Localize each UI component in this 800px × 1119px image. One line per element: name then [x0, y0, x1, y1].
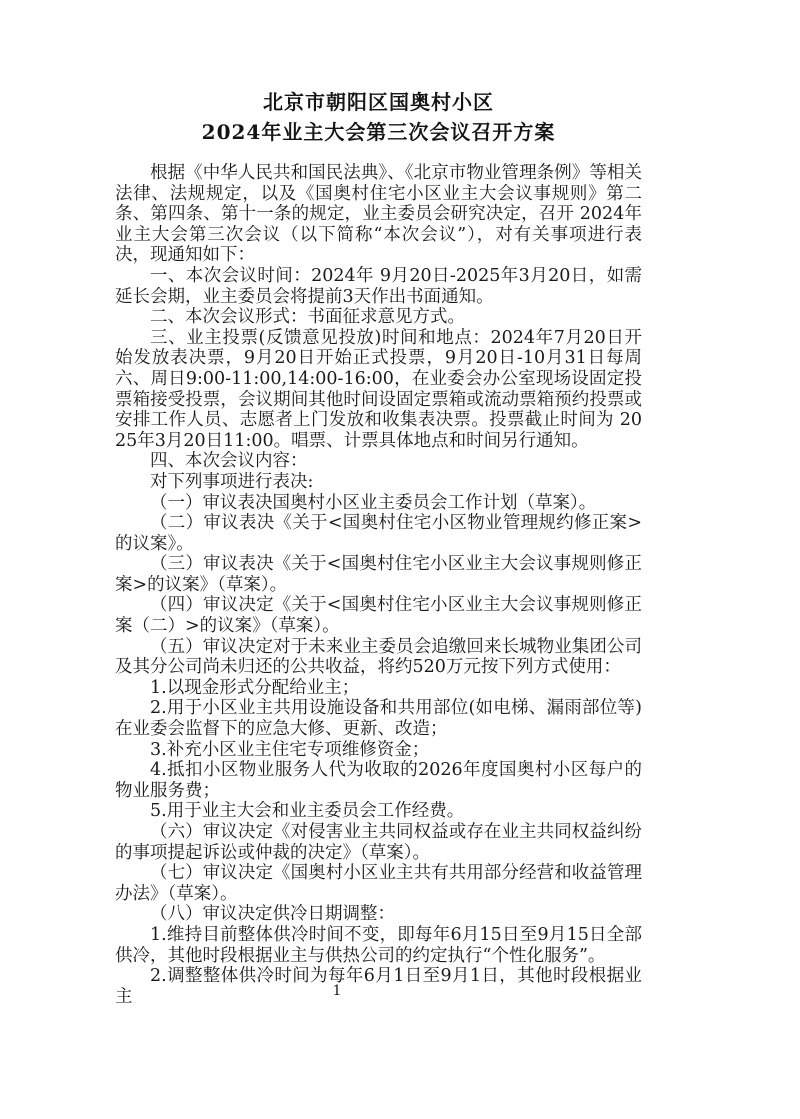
- title-line-1: 北京市朝阳区国奥村小区: [263, 90, 494, 114]
- vote-item-four: （四）审议决定《关于<国奥村住宅小区业主大会议事规则修正案（二）>的议案》（草案）。: [115, 595, 642, 637]
- page-number: 1: [332, 983, 342, 999]
- vote-item-eight: （八）审议决定供冷日期调整：: [150, 904, 395, 925]
- vote-item-six: （六）审议决定《对侵害业主共同权益或存在业主共同权益纠纷的事项提起诉讼或仲裁的决定》（草案）。: [115, 822, 642, 863]
- para-meeting-time: 一、本次会议时间：2024年 9月20日-2025年3月20日，如需延长会期，业主委员会将提前3天作出书面通知。: [115, 265, 642, 307]
- para-intro: 根据《中华人民共和国民法典》、《北京市物业管理条例》等相关法律、法规规定，以及《国奥村住宅小区业主大会议事规则》第二条、第四条、第十一条的规定，业主委员会研究决定，召开 2024年业主大会第三次会议（以下简称“本次会议”），对有关事项进行表决，现通知如下：: [115, 163, 642, 266]
- para-voting-time-place: 三、业主投票(反馈意见投放)时间和地点：2024年7月20日开始发放表决票，9月20日开始正式投票，9月20日-10月31日每周六、周日9:00-11:00,14:00-16:00，在业委会办公室现场设固定投票箱接受投票，会议期间其他时间设固定票箱或流动票箱预约投票或安排工作人员、志愿者上门发放和收集表决票。投票截止时间为 2025年3月20日11:00。唱票、计票具体地点和时间另行通知。: [115, 327, 642, 451]
- item-eight-sub-2: 2.调整整体供冷时间为每年6月1日至9月1日，其他时段根据业主: [115, 966, 642, 1007]
- item-five-sub-1: 1.以现金形式分配给业主；: [150, 677, 360, 698]
- item-five-sub-5: 5.用于业主大会和业主委员会工作经费。: [150, 801, 465, 822]
- document-body: [115, 163, 642, 1007]
- item-five-sub-4: 4.抵扣小区物业服务人代为收取的2026年度国奥村小区每户的物业服务费；: [115, 760, 642, 801]
- para-vote-items-lead: 对下列事项进行表决:: [150, 471, 314, 492]
- item-five-sub-3: 3.补充小区业主住宅专项维修资金；: [150, 739, 430, 760]
- para-meeting-form: 二、本次会议形式：书面征求意见方式。: [150, 307, 465, 328]
- vote-item-seven: （七）审议决定《国奥村小区业主共有共用部分经营和收益管理办法》（草案）。: [115, 863, 642, 904]
- title-line-2: 2024年业主大会第三次会议召开方案: [201, 120, 556, 144]
- vote-item-three: （三）审议表决《关于<国奥村住宅小区业主大会议事规则修正案>的议案》（草案）。: [115, 554, 642, 595]
- item-five-sub-2: 2.用于小区业主共用设施设备和共用部位(如电梯、漏雨部位等)在业委会监督下的应急大修、更新、改造；: [115, 698, 642, 740]
- document-title: [115, 0, 642, 147]
- item-eight-sub-1: 1.维持目前整体供冷时间不变，即每年6月15日至9月15日全部供冷，其他时段根据业主与供热公司的约定执行“个性化服务”。: [115, 924, 642, 966]
- vote-item-two: （二）审议表决《关于<国奥村住宅小区物业管理规约修正案>的议案》。: [115, 513, 642, 554]
- para-meeting-content: 四、本次会议内容：: [150, 451, 308, 472]
- vote-item-one: （一）审议表决国奥村小区业主委员会工作计划（草案）。: [150, 492, 597, 513]
- vote-item-five: （五）审议决定对于未来业主委员会追缴回来长城物业集团公司及其分公司尚未归还的公共收益，将约520万元按下列方式使用：: [115, 636, 642, 678]
